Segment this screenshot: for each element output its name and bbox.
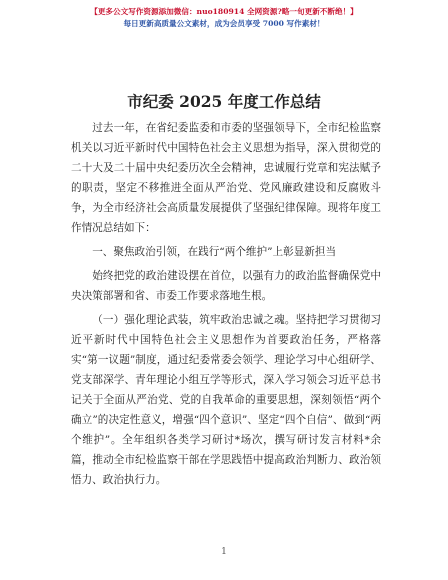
page-number: 1 xyxy=(221,547,227,557)
promo-banner-line2: 每日更新高质量公文素材，成为会员享受 7000 写作素材！ xyxy=(123,19,325,28)
section-heading: 一、聚焦政治引领，在践行“两个维护”上彰显新担当 xyxy=(92,246,337,258)
paragraph-intro: 过去一年，在省纪委监委和市委的坚强领导下，全市纪检监察机关以习近平新时代中国特色社会主义思想为指导，深入贯彻党的二十大及二十届中央纪委历次全会精神，忠诚履行党章和宪法赋予的职责，坚定不移推进全面从严治党、党风廉政建设和反腐败斗争，为全市经济社会高质量发展提供了坚强纪律保障。现将年度工作情况总结如下： xyxy=(71,122,381,234)
document-title: 市纪委 2025 年度工作总结 xyxy=(127,92,321,111)
paragraph-subsection-1: （一）强化理论武装，筑牢政治忠诚之魂。坚持把学习贯彻习近平新时代中国特色社会主义思想作为首要政治任务，严格落实“第一议题”制度，通过纪委常委会领学、理论学习中心组研学、党支部深学、青年理论小组互学等形式，深入学习领会习近平总书记关于全面从严治党、党的自我革命的重要思想，深刻领悟“两个确立”的决定性意义，增强“四个意识”、坚定“四个自信”、做到“两个维护”。全年组织各类学习研讨*场次，撰写研讨发言材料*余篇，推动全市纪检监察干部在学思践悟中提高政治判断力、政治领悟力、政治执行力。 xyxy=(71,314,381,486)
paragraph-section-intro: 始终把党的政治建设摆在首位，以强有力的政治监督确保党中央决策部署和省、市委工作要求落地生根。 xyxy=(71,270,381,302)
promo-banner xyxy=(0,6,448,30)
document-body xyxy=(71,118,381,494)
promo-banner-line1: 【更多公文写作资源添加微信：nuo180914 全网资源?略一旬更新不断绝！】 xyxy=(90,7,358,16)
